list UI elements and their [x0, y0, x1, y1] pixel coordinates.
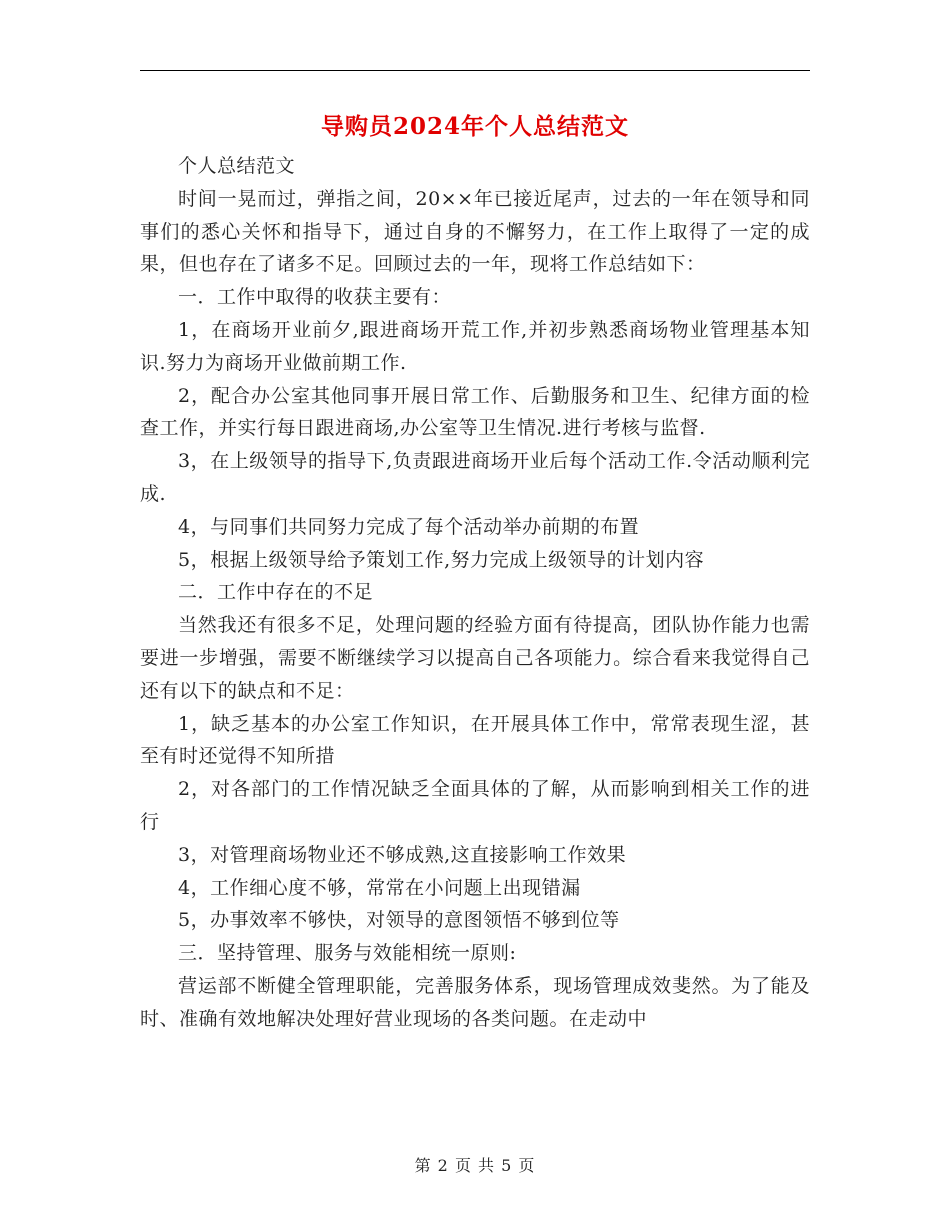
- list-item: 4，与同事们共同努力完成了每个活动举办前期的布置: [178, 515, 640, 538]
- section-heading: 二．工作中存在的不足: [178, 581, 374, 604]
- list-item: 3，在上级领导的指导下,负责跟进商场开业后每个活动工作.令活动顺利完成.: [140, 450, 810, 505]
- list-item: 5，办事效率不够快，对领导的意图领悟不够到位等: [178, 909, 620, 932]
- header-rule: [140, 70, 810, 71]
- list-item: 5，根据上级领导给予策划工作,努力完成上级领导的计划内容: [178, 548, 705, 571]
- list-item: 2，配合办公室其他同事开展日常工作、后勤服务和卫生、纪律方面的检查工作，并实行每日跟进商场,办公室等卫生情况.进行考核与监督.: [140, 384, 810, 440]
- list-item: 1，缺乏基本的办公室工作知识，在开展具体工作中，常常表现生涩，甚至有时还觉得不知所措: [140, 712, 810, 768]
- document-title: 导购员2024年个人总结范文: [320, 113, 629, 140]
- document-body: [140, 150, 810, 1036]
- paragraph: 营运部不断健全管理职能，完善服务体系，现场管理成效斐然。为了能及时、准确有效地解决处理好营业现场的各类问题。在走动中: [140, 974, 810, 1030]
- paragraph: 时间一晃而过，弹指之间，20××年已接近尾声，过去的一年在领导和同事们的悉心关怀和指导下，通过自身的不懈努力，在工作上取得了一定的成果，但也存在了诸多不足。回顾过去的一年，现将工作总结如下：: [140, 187, 810, 276]
- list-item: 4，工作细心度不够，常常在小问题上出现错漏: [178, 876, 581, 899]
- paragraph: 当然我还有很多不足，处理问题的经验方面有待提高，团队协作能力也需要进一步增强，需要不断继续学习以提高自己各项能力。综合看来我觉得自己还有以下的缺点和不足：: [140, 614, 810, 702]
- page-number-footer: 第 2 页 共 5 页: [414, 1156, 536, 1175]
- list-item: 2，对各部门的工作情况缺乏全面具体的了解，从而影响到相关工作的进行: [140, 778, 810, 833]
- paragraph: 个人总结范文: [178, 155, 296, 177]
- section-heading: 一．工作中取得的收获主要有：: [178, 286, 452, 309]
- section-heading: 三．坚持管理、服务与效能相统一原则:: [178, 942, 517, 965]
- list-item: 3，对管理商场物业还不够成熟,这直接影响工作效果: [178, 843, 627, 866]
- list-item: 1，在商场开业前夕,跟进商场开荒工作,并初步熟悉商场物业管理基本知识.努力为商场开业做前期工作.: [140, 318, 810, 374]
